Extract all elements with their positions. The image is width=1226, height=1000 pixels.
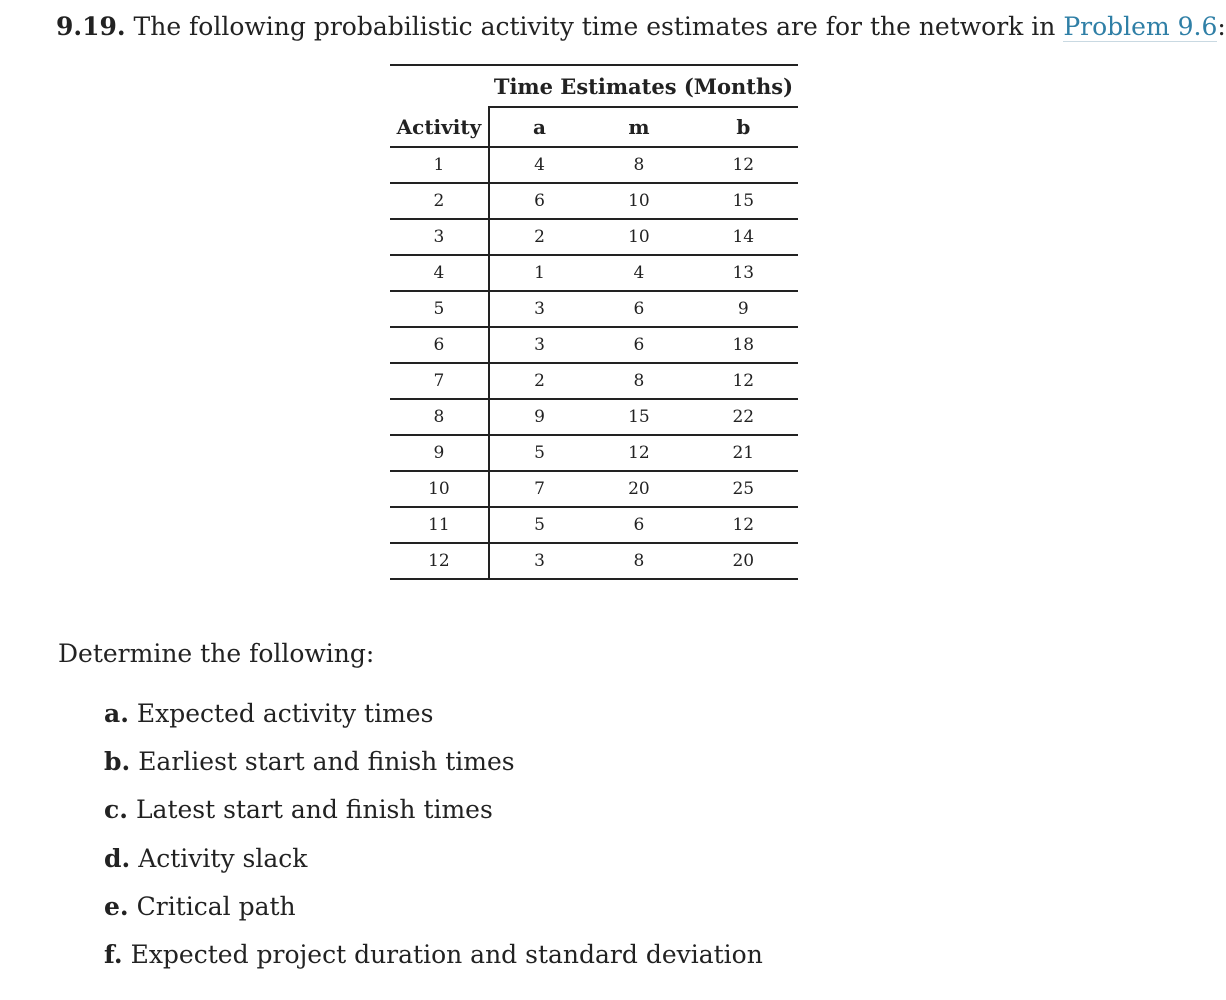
question-part-text: Earliest start and finish times (138, 747, 515, 777)
question-part (104, 790, 763, 838)
m-cell: 10 (589, 183, 688, 219)
column-header-activity: Activity (390, 107, 489, 147)
question-part (104, 742, 763, 790)
question-part (104, 694, 763, 742)
table-row (390, 471, 798, 507)
activity-cell: 11 (390, 507, 489, 543)
empty-header-cell (390, 65, 489, 107)
m-cell: 6 (589, 327, 688, 363)
b-cell: 22 (689, 399, 798, 435)
m-cell: 6 (589, 291, 688, 327)
table-row (390, 507, 798, 543)
a-cell: 3 (489, 291, 589, 327)
m-cell: 20 (589, 471, 688, 507)
question-part-text: Expected project duration and standard deviation (130, 939, 763, 969)
a-cell: 1 (489, 255, 589, 291)
a-cell: 6 (489, 183, 589, 219)
question-part-letter: b. (104, 747, 131, 777)
b-cell: 12 (689, 507, 798, 543)
m-cell: 4 (589, 255, 688, 291)
table-body (390, 147, 798, 579)
a-cell: 7 (489, 471, 589, 507)
problem-link[interactable]: Problem 9.6 (1063, 12, 1218, 41)
problem-number: 9.19. (56, 12, 126, 41)
activity-cell: 3 (390, 219, 489, 255)
table-row (390, 435, 798, 471)
activity-cell: 8 (390, 399, 489, 435)
question-part-letter: f. (104, 939, 123, 969)
table-group-header-row (390, 65, 798, 107)
b-cell: 12 (689, 147, 798, 183)
question-part-letter: e. (104, 891, 129, 921)
problem-statement (56, 10, 1226, 44)
activity-cell: 6 (390, 327, 489, 363)
table-row (390, 183, 798, 219)
question-part (104, 839, 763, 887)
question-parts-list (104, 694, 763, 983)
question-part-letter: d. (104, 843, 131, 873)
table-row (390, 543, 798, 579)
b-cell: 13 (689, 255, 798, 291)
activity-cell: 5 (390, 291, 489, 327)
question-part-text: Expected activity times (136, 699, 434, 728)
activity-cell: 7 (390, 363, 489, 399)
m-cell: 8 (589, 147, 688, 183)
question-part-letter: a. (104, 699, 129, 728)
table-row (390, 363, 798, 399)
table-row (390, 255, 798, 291)
m-cell: 8 (589, 543, 688, 579)
a-cell: 2 (489, 363, 589, 399)
b-cell: 9 (689, 291, 798, 327)
a-cell: 3 (489, 327, 589, 363)
m-cell: 10 (589, 219, 688, 255)
m-cell: 6 (589, 507, 688, 543)
b-cell: 12 (689, 363, 798, 399)
table-row (390, 399, 798, 435)
activity-cell: 4 (390, 255, 489, 291)
table-row (390, 219, 798, 255)
column-header-m: m (589, 107, 688, 147)
a-cell: 2 (489, 219, 589, 255)
b-cell: 21 (689, 435, 798, 471)
activity-cell: 12 (390, 543, 489, 579)
table-row (390, 327, 798, 363)
column-header-b: b (689, 107, 798, 147)
determine-heading: Determine the following: (58, 639, 375, 668)
b-cell: 20 (689, 543, 798, 579)
table-row (390, 147, 798, 183)
question-part-text: Latest start and finish times (135, 795, 493, 825)
problem-trailing: : (1217, 12, 1226, 41)
problem-text: The following probabilistic activity time estimates are for the network in (125, 12, 1064, 41)
activity-cell: 1 (390, 147, 489, 183)
time-estimates-table (390, 64, 798, 580)
question-part-letter: c. (104, 795, 128, 825)
table-column-header-row (390, 107, 798, 147)
a-cell: 4 (489, 147, 589, 183)
a-cell: 5 (489, 507, 589, 543)
question-part (104, 887, 763, 935)
b-cell: 25 (689, 471, 798, 507)
a-cell: 5 (489, 435, 589, 471)
b-cell: 14 (689, 219, 798, 255)
time-estimates-header: Time Estimates (Months) (489, 65, 798, 107)
table-row (390, 291, 798, 327)
m-cell: 15 (589, 399, 688, 435)
b-cell: 18 (689, 327, 798, 363)
m-cell: 8 (589, 363, 688, 399)
question-part (104, 935, 763, 983)
a-cell: 3 (489, 543, 589, 579)
m-cell: 12 (589, 435, 688, 471)
question-part-text: Critical path (136, 891, 296, 921)
a-cell: 9 (489, 399, 589, 435)
question-part-text: Activity slack (138, 843, 308, 873)
activity-cell: 10 (390, 471, 489, 507)
b-cell: 15 (689, 183, 798, 219)
activity-cell: 9 (390, 435, 489, 471)
activity-cell: 2 (390, 183, 489, 219)
column-header-a: a (489, 107, 589, 147)
